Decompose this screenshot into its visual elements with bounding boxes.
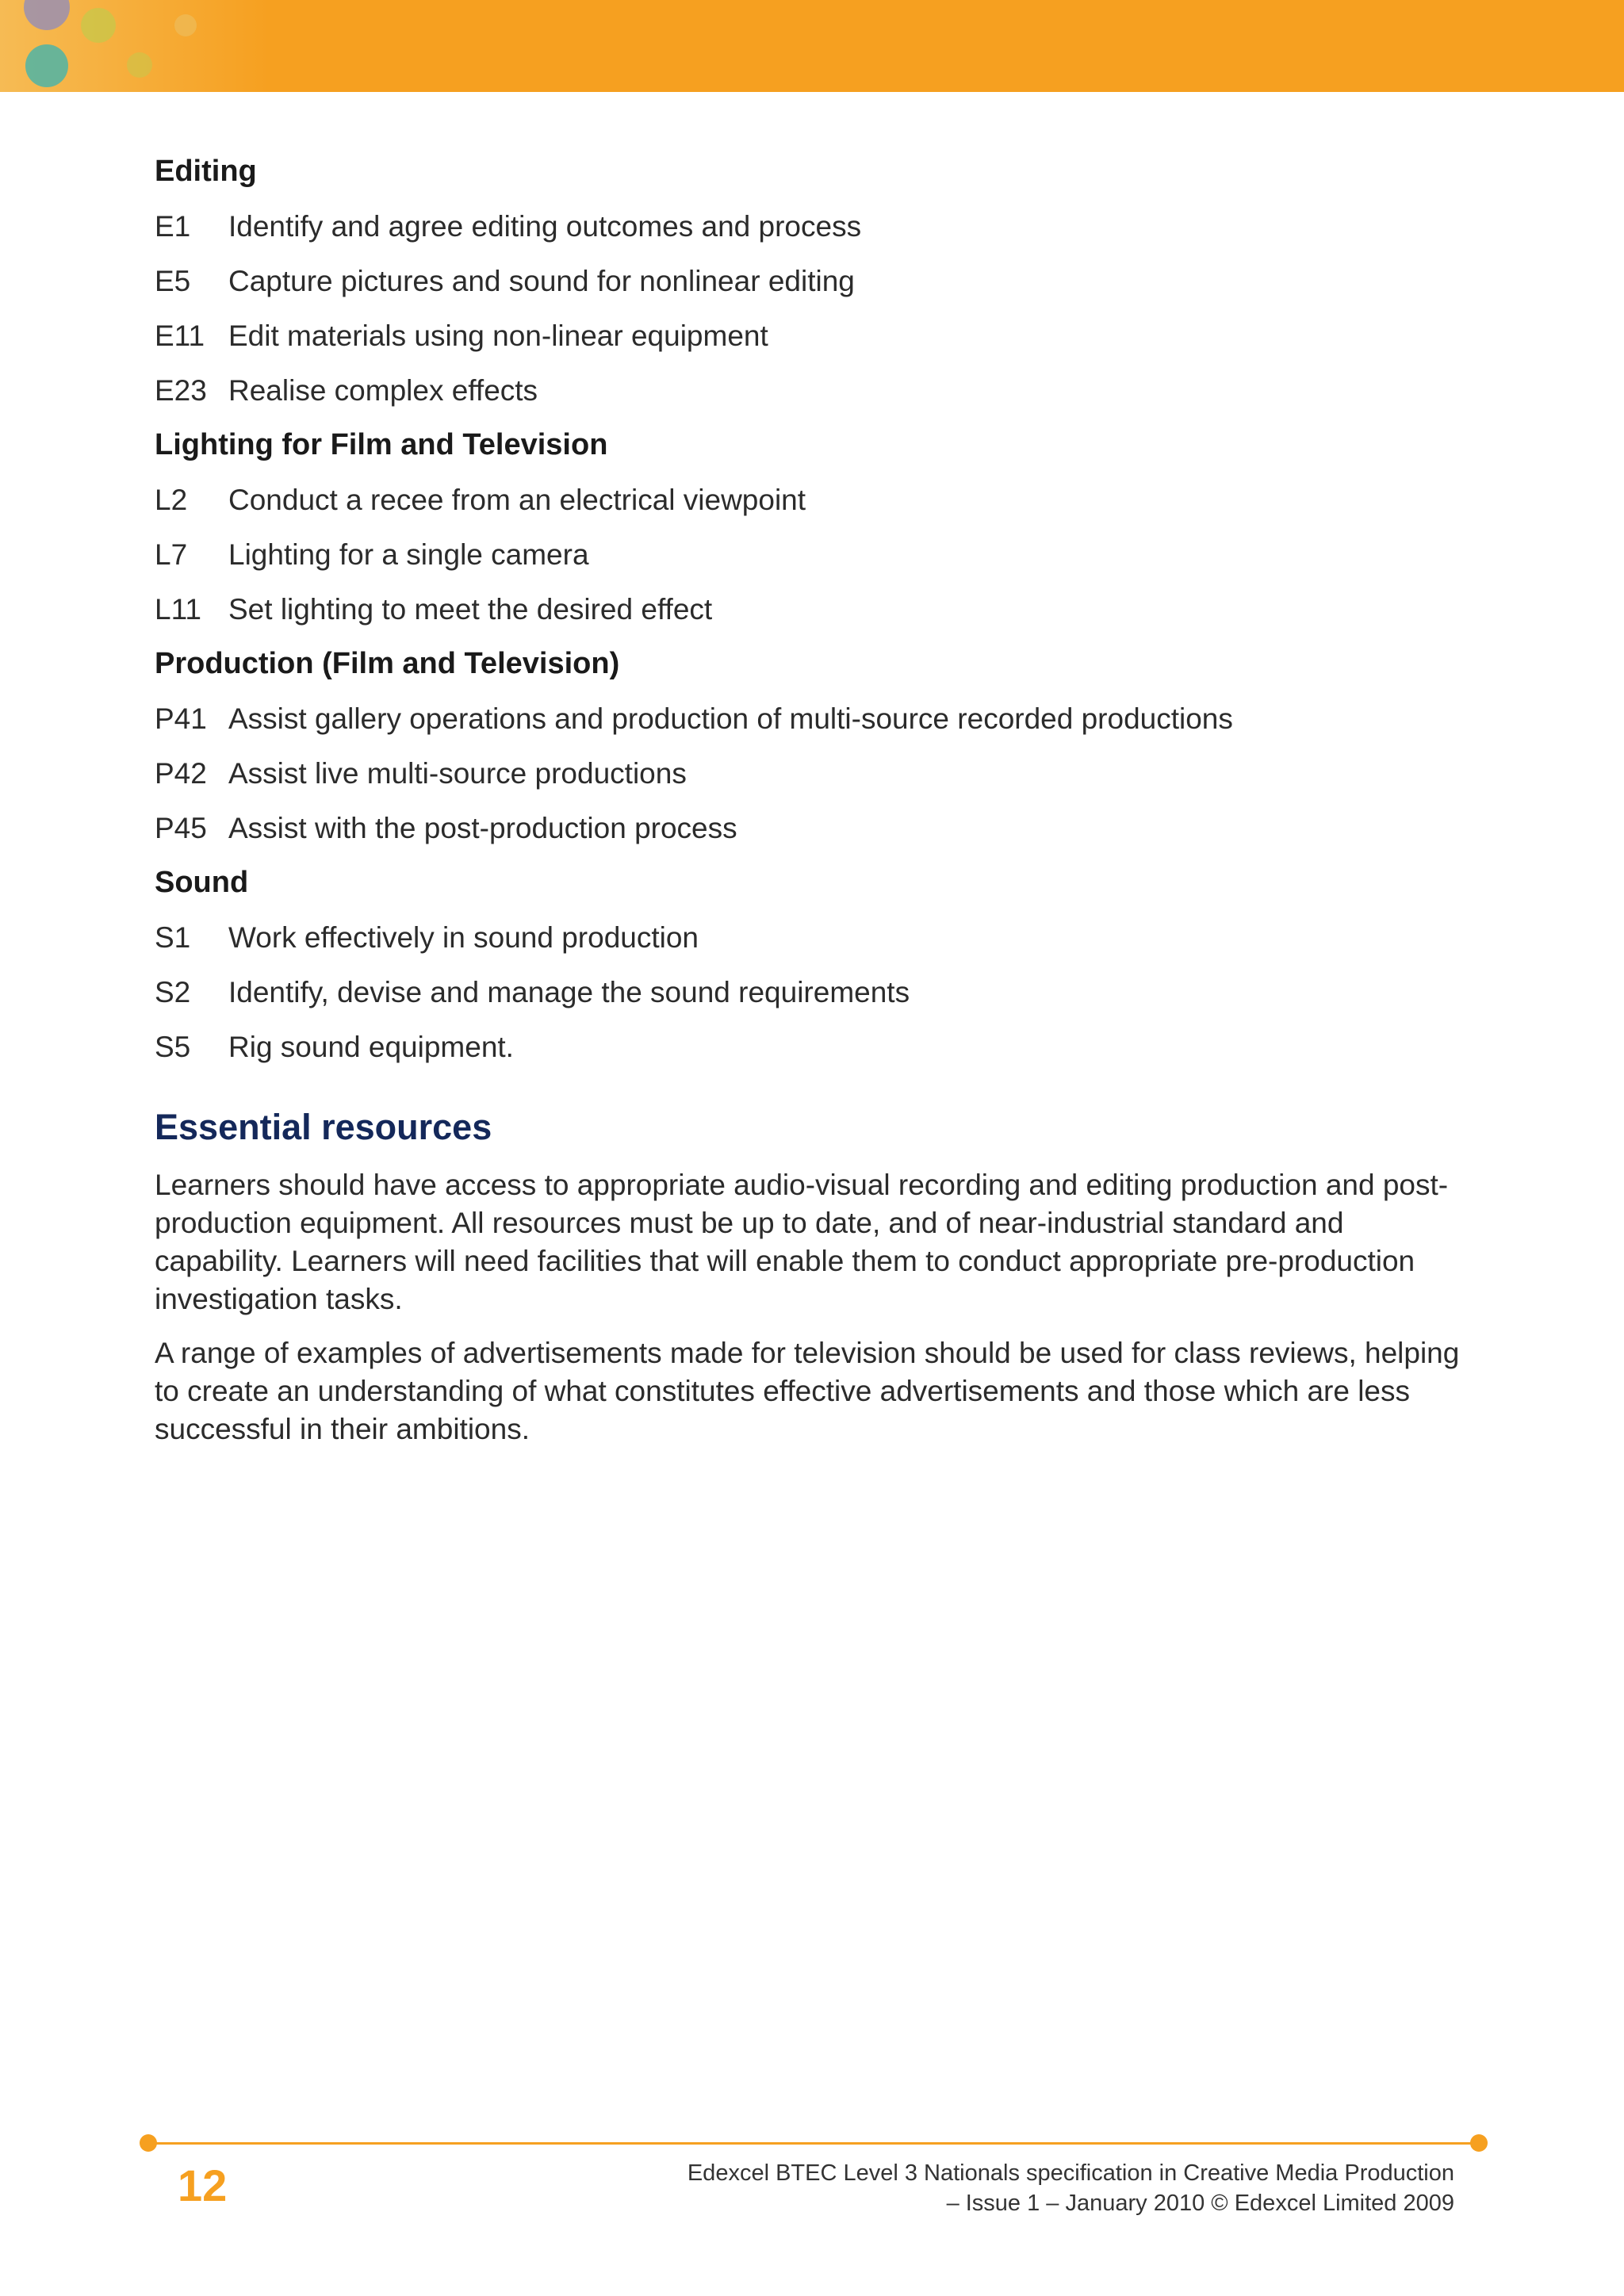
category-heading: Lighting for Film and Television: [155, 428, 608, 461]
unit-text: Realise complex effects: [228, 374, 538, 407]
page-content: [155, 144, 1471, 1448]
unit-text: Work effectively in sound production: [228, 921, 699, 954]
unit-item: [155, 308, 1471, 363]
category-lighting: [155, 418, 1471, 637]
unit-text: Assist live multi-source productions: [228, 757, 687, 790]
unit-code: S2: [155, 976, 191, 1008]
unit-text: Set lighting to meet the desired effect: [228, 593, 713, 626]
unit-code: L2: [155, 484, 188, 516]
unit-item: [155, 473, 1471, 527]
unit-code: P42: [155, 757, 207, 790]
unit-text: Identify, devise and manage the sound requirements: [228, 976, 910, 1008]
footer-citation: [582, 2158, 1454, 2218]
unit-code: P41: [155, 702, 207, 735]
unit-item: [155, 1020, 1471, 1074]
unit-text: Assist gallery operations and production of multi-source recorded productions: [228, 702, 1233, 735]
category-production: [155, 637, 1471, 855]
unit-item: [155, 527, 1471, 582]
body-paragraph: A range of examples of advertisements made for television should be used for class reviews, helping to create an understanding of what constitutes effective advertisements and those which are less successful in their ambitions.: [155, 1337, 1460, 1445]
footer-line-1: Edexcel BTEC Level 3 Nationals specification in Creative Media Production: [687, 2160, 1454, 2186]
unit-text: Conduct a recee from an electrical viewpoint: [228, 484, 806, 516]
unit-text: Identify and agree editing outcomes and process: [228, 210, 862, 243]
decorative-circle: [81, 8, 116, 43]
unit-code: L11: [155, 593, 201, 626]
unit-item: [155, 199, 1471, 254]
unit-item: [155, 691, 1471, 746]
unit-code: L7: [155, 538, 188, 571]
unit-text: Rig sound equipment.: [228, 1031, 514, 1063]
footer-divider: [147, 2142, 1479, 2145]
unit-code: S1: [155, 921, 191, 954]
unit-item: [155, 910, 1471, 965]
unit-item: [155, 801, 1471, 855]
decorative-circle: [127, 52, 152, 78]
category-heading: Production (Film and Television): [155, 647, 620, 680]
unit-text: Assist with the post-production process: [228, 812, 737, 844]
footer-line-2: – Issue 1 – January 2010 © Edexcel Limited 2009: [946, 2191, 1454, 2216]
unit-code: E1: [155, 210, 191, 243]
body-paragraph: Learners should have access to appropriate audio-visual recording and editing production and post-production equipment. All resources must be up to date, and of near-industrial standard and capability. Learners will need facilities that will enable them to conduct appropriate pre-production investigation tasks.: [155, 1169, 1449, 1315]
unit-item: [155, 965, 1471, 1020]
unit-text: Lighting for a single camera: [228, 538, 589, 571]
unit-code: P45: [155, 812, 207, 844]
unit-item: [155, 746, 1471, 801]
page-number: 12: [178, 2160, 228, 2210]
unit-text: Capture pictures and sound for nonlinear editing: [228, 265, 855, 297]
header-band: [0, 0, 1624, 92]
unit-text: Edit materials using non-linear equipment: [228, 320, 768, 352]
unit-code: E11: [155, 320, 205, 352]
unit-code: E23: [155, 374, 207, 407]
unit-item: [155, 363, 1471, 418]
decorative-circle: [25, 44, 68, 87]
footer-divider-dot-left: [140, 2134, 157, 2152]
category-editing: [155, 144, 1471, 418]
unit-item: [155, 254, 1471, 308]
footer-divider-dot-right: [1470, 2134, 1488, 2152]
category-heading: Editing: [155, 155, 257, 188]
section-title: Essential resources: [155, 1107, 492, 1147]
unit-item: [155, 582, 1471, 637]
category-sound: [155, 855, 1471, 1074]
decorative-circle: [174, 14, 197, 36]
category-heading: Sound: [155, 866, 249, 899]
unit-code: E5: [155, 265, 191, 297]
unit-code: S5: [155, 1031, 191, 1063]
